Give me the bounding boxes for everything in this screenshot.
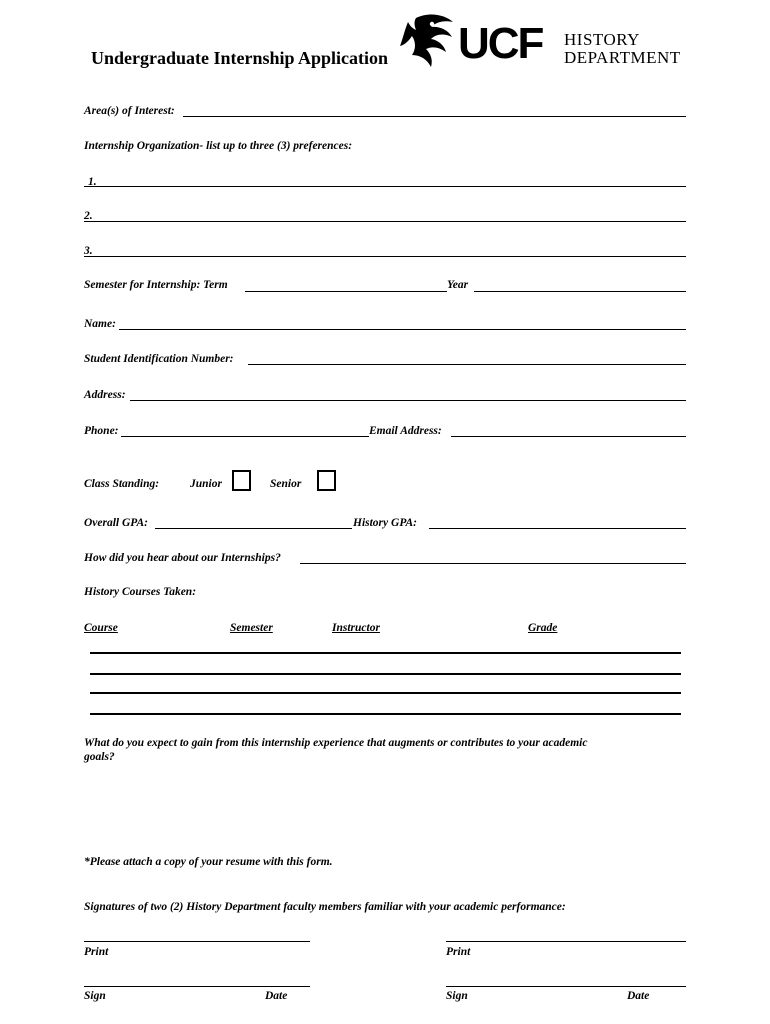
year-line[interactable]	[474, 291, 686, 292]
course-column-header: Course	[84, 622, 118, 634]
semester-term-line[interactable]	[245, 291, 447, 292]
preference-1-line[interactable]	[84, 186, 686, 187]
pegasus-icon	[398, 12, 460, 70]
class-standing-label: Class Standing:	[84, 478, 160, 490]
organization-prompt: Internship Organization- list up to three (3) preferences:	[84, 140, 353, 152]
preference-2-line[interactable]	[84, 221, 686, 222]
senior-checkbox[interactable]	[317, 470, 336, 491]
course-row-line-2[interactable]	[90, 673, 681, 675]
courses-taken-label: History Courses Taken:	[84, 586, 197, 598]
history-gpa-line[interactable]	[429, 528, 686, 529]
sign-label-1: Sign	[84, 990, 106, 1002]
preference-3-label: 3.	[84, 245, 93, 257]
date-label-1: Date	[265, 990, 288, 1002]
junior-label: Junior	[190, 478, 222, 490]
sign-line-1[interactable]	[84, 986, 310, 987]
name-label: Name:	[84, 318, 116, 330]
print-line-2[interactable]	[446, 941, 686, 942]
how-heard-line[interactable]	[300, 563, 686, 564]
ucf-logo	[398, 12, 688, 72]
expectations-question-line-2: goals?	[84, 751, 115, 763]
instructor-column-header: Instructor	[332, 622, 380, 634]
course-row-line-3[interactable]	[90, 692, 681, 694]
preference-2-label: 2.	[84, 210, 93, 222]
areas-of-interest-line[interactable]	[183, 116, 686, 117]
expectations-question-line-1: What do you expect to gain from this internship experience that augments or contributes to your academic	[84, 737, 588, 749]
sign-line-2[interactable]	[446, 986, 686, 987]
email-line[interactable]	[451, 436, 686, 437]
junior-checkbox[interactable]	[232, 470, 251, 491]
semester-term-label: Semester for Internship: Term	[84, 279, 228, 291]
print-label-2: Print	[446, 946, 471, 958]
print-label-1: Print	[84, 946, 109, 958]
phone-line[interactable]	[121, 436, 369, 437]
overall-gpa-label: Overall GPA:	[84, 517, 148, 529]
email-label: Email Address:	[369, 425, 442, 437]
logo-line2: DEPARTMENT	[564, 48, 681, 67]
date-label-2: Date	[627, 990, 650, 1002]
sign-label-2: Sign	[446, 990, 468, 1002]
grade-column-header: Grade	[528, 622, 558, 634]
preference-1-label: 1.	[88, 176, 97, 188]
course-row-line-1[interactable]	[90, 652, 681, 654]
year-label: Year	[447, 279, 469, 291]
resume-note: *Please attach a copy of your resume with this form.	[84, 856, 333, 868]
address-line[interactable]	[130, 400, 686, 401]
course-row-line-4[interactable]	[90, 713, 681, 715]
student-id-line[interactable]	[248, 364, 686, 365]
areas-of-interest-label: Area(s) of Interest:	[84, 105, 175, 117]
semester-column-header: Semester	[230, 622, 273, 634]
logo-line1: HISTORY	[564, 30, 640, 49]
phone-label: Phone:	[84, 425, 119, 437]
name-line[interactable]	[119, 329, 686, 330]
preference-3-line[interactable]	[84, 256, 686, 257]
logo-mark: UCF	[458, 19, 543, 68]
page-title: Undergraduate Internship Application	[91, 48, 389, 68]
how-heard-label: How did you hear about our Internships?	[84, 552, 281, 564]
overall-gpa-line[interactable]	[155, 528, 352, 529]
history-gpa-label: History GPA:	[353, 517, 417, 529]
signatures-prompt: Signatures of two (2) History Department faculty members familiar with your academic performance:	[84, 901, 566, 913]
address-label: Address:	[84, 389, 126, 401]
student-id-label: Student Identification Number:	[84, 353, 234, 365]
print-line-1[interactable]	[84, 941, 310, 942]
senior-label: Senior	[270, 478, 302, 490]
